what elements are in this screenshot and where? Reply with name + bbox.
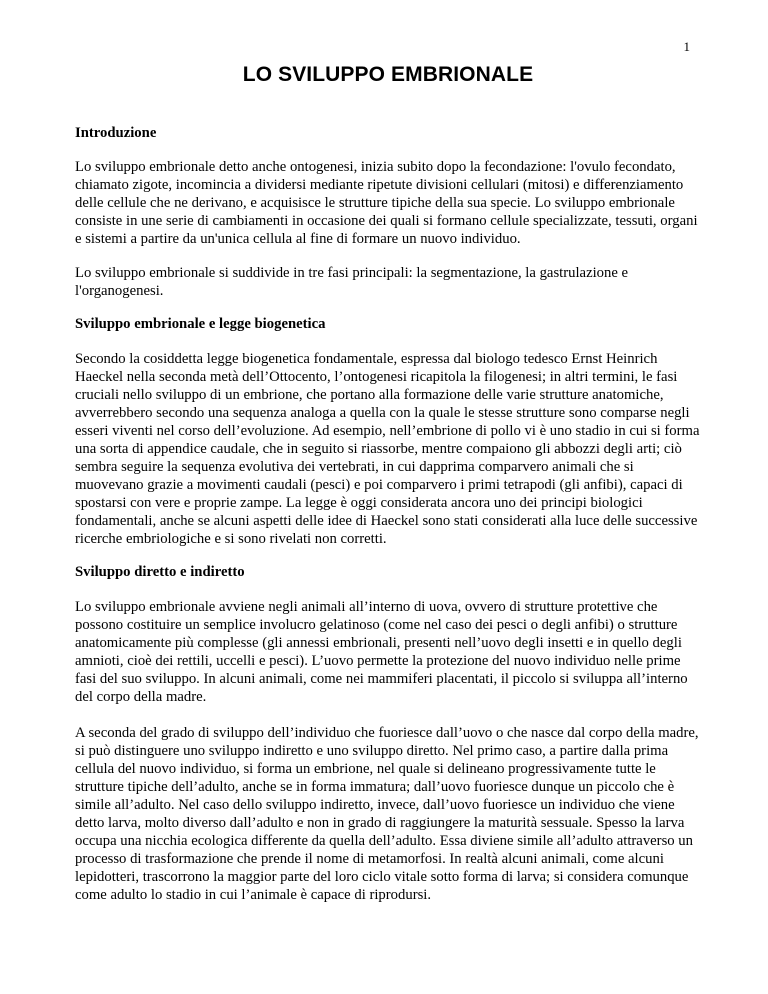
paragraph-introduzione-1: Lo sviluppo embrionale detto anche ontogenesi, inizia subito dopo la fecondazione: l'ovulo fecondato, chiamato zigote, incomincia a dividersi mediante ripetute divisioni cellulari (mitosi) e differenziamento delle cellule che ne derivano, e acquisisce le strutture tipiche della sua specie. Lo sviluppo embrionale consiste in une serie di cambiamenti in occasione dei quali si formano cellule specializzate, tessuti, organi e sistemi a partire da un'unica cellula al fine di formare un nuovo individuo. bbox=[75, 159, 698, 247]
section-heading-sviluppo-diretto-indiretto: Sviluppo diretto e indiretto bbox=[75, 564, 245, 580]
paragraph-legge-biogenetica: Secondo la cosiddetta legge biogenetica fondamentale, espressa dal biologo tedesco Ernst Heinrich Haeckel nella seconda metà dell’Ottocento, l’ontogenesi ricapitola la filogenesi; in altri termini, le fasi cruciali nello sviluppo di un embrione, che portano alla formazione delle varie strutture anatomiche, avverrebbero secondo una sequenza analoga a quella con la quale le stesse strutture sono comparse negli esseri viventi nel corso dell’evoluzione. Ad esempio, nell’embrione di pollo vi è uno stadio in cui si forma una sorta di appendice caudale, che in seguito si riassorbe, mentre compaiono gli abbozzi degli arti; ciò sembra seguire la sequenza evolutiva dei vertebrati, in cui dapprima comparvero animali che si muovevano grazie a movimenti caudali (pesci) e poi comparvero i primi tetrapodi (gli anfibi), capaci di spostarsi con vere e proprie zampe. La legge è oggi considerata ancora uno dei principi biologici fondamentali, anche se alcuni aspetti delle idee di Haeckel sono stati considerati alla luce delle successive ricerche embriologiche e si sono rivelati non corretti. bbox=[75, 351, 700, 547]
paragraph-introduzione-2: Lo sviluppo embrionale si suddivide in tre fasi principali: la segmentazione, la gastrulazione e l'organogenesi. bbox=[75, 265, 629, 299]
document-body bbox=[75, 62, 701, 904]
section-heading-introduzione: Introduzione bbox=[75, 125, 157, 141]
paragraph-sviluppo-diretto-indiretto-1: Lo sviluppo embrionale avviene negli animali all’interno di uova, ovvero di strutture protettive che possono costituire un semplice involucro gelatinoso (come nel caso dei pesci o degli anfibi) o strutture anatomicamente più complesse (gli annessi embrionali, presenti nell’uovo degli insetti e in quello degli amnioti, cioè dei rettili, uccelli e pesci). L’uovo permette la protezione del nuovo individuo nelle prime fasi del suo sviluppo. In alcuni animali, come nei mammiferi placentati, il piccolo si sviluppa all’interno del corpo della madre. bbox=[75, 599, 688, 705]
paragraph-sviluppo-diretto-indiretto-2: A seconda del grado di sviluppo dell’individuo che fuoriesce dall’uovo o che nasce dal corpo della madre, si può distinguere uno sviluppo indiretto e uno sviluppo diretto. Nel primo caso, a partire dalla prima cellula del nuovo individuo, si forma un embrione, nel quale si delineano progressivamente tutte le strutture tipiche dell’adulto, anche se in forma immatura; dall’uovo fuoriesce dunque un piccolo che è simile all’adulto. Nel caso dello sviluppo indiretto, invece, dall’uovo fuoriesce un individuo che viene detto larva, molto diverso dall’adulto e non in grado di raggiungere la maturità sessuale. Spesso la larva occupa una nicchia ecologica differente da quella dell’adulto. Essa diviene simile all’adulto attraverso un processo di trasformazione che prende il nome di metamorfosi. In realtà alcuni animali, come alcuni lepidotteri, trascorrono la maggior parte del loro ciclo vitale sotto forma di larva; si considera comunque come adulto lo stadio in cui l’animale è capace di riprodursi. bbox=[75, 725, 699, 903]
section-heading-legge-biogenetica: Sviluppo embrionale e legge biogenetica bbox=[75, 316, 326, 332]
document-title: LO SVILUPPO EMBRIONALE bbox=[242, 63, 534, 86]
page-number: 1 bbox=[683, 39, 690, 54]
